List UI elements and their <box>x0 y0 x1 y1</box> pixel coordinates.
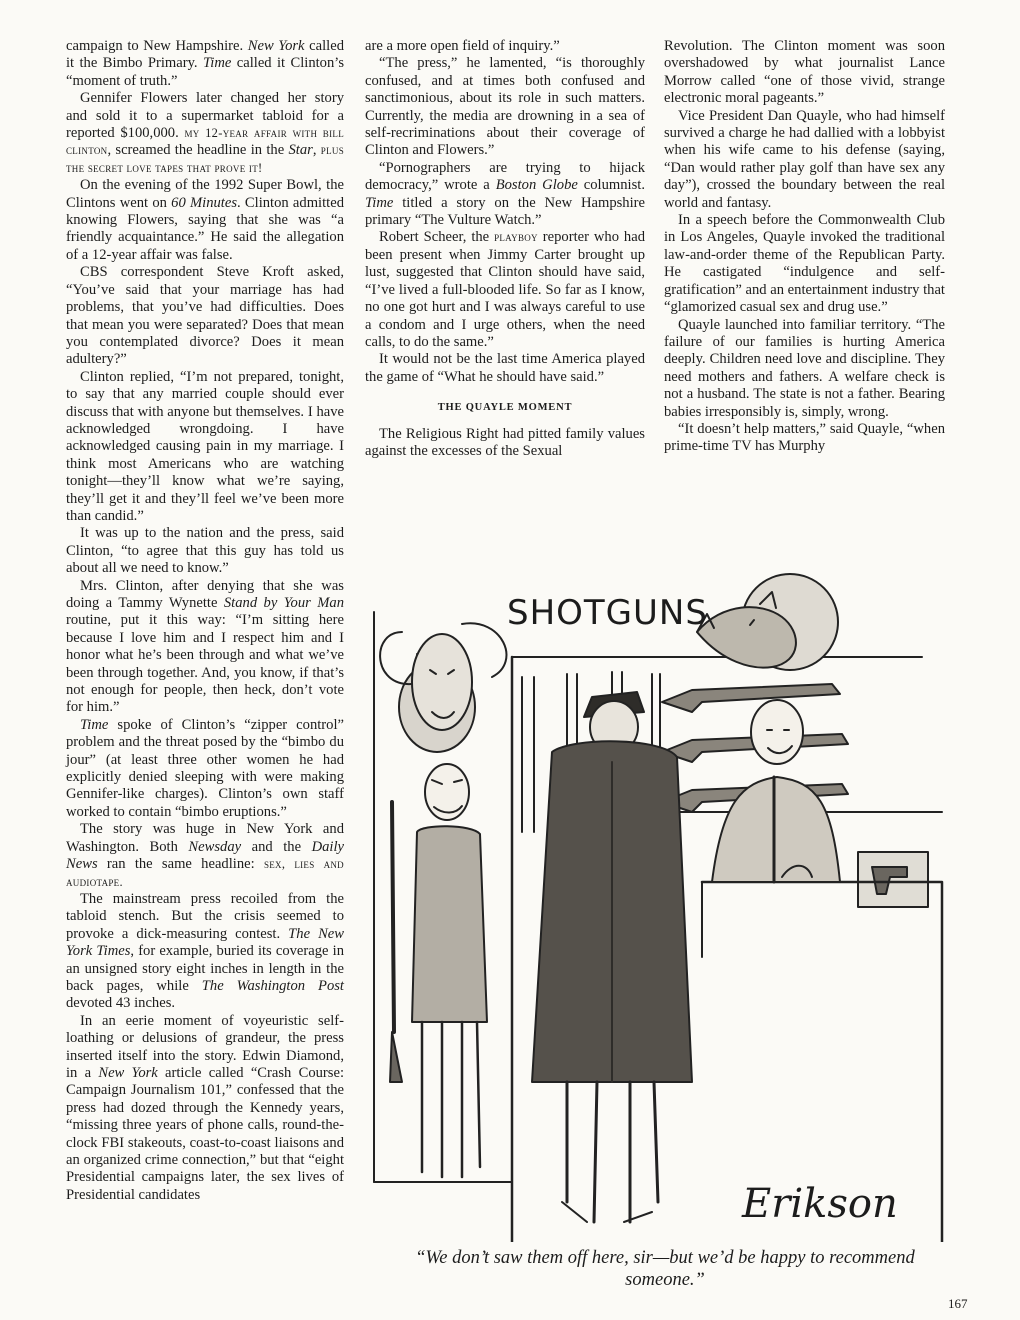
column-3 <box>664 38 945 456</box>
paragraph: It would not be the last time America played the game of “What he should have said.” <box>365 351 645 385</box>
paragraph: Robert Scheer, the playboy reporter who had been present when Jimmy Carter brought up lust, suggested that Clinton should have said, “I’ve lived a full-blooded life. So far as I know, no one got hurt and I was always careful to use a condom and I urge others, when the need calls, to do the same.” <box>365 229 645 350</box>
paragraph: Vice President Dan Quayle, who had himself survived a charge he had dallied with a lobbyist when his wife came to his defense (saying, “Dan would rather play golf than have sex any day”), crossed the boundary between the real world and fantasy. <box>664 107 945 211</box>
column-2-text-after-subhead <box>365 426 645 461</box>
paragraph: Quayle launched into familiar territory. “The failure of our families is hurting America deeply. Children need love and discipline. They need mothers and fathers. A welfare check is not a husband. The state is not a father. Bearing babies irresponsibly is, simply, wrong. <box>664 316 945 420</box>
cartoon-illustration <box>362 562 948 1242</box>
paragraph: It was up to the nation and the press, said Clinton, “to agree that this guy has told us about all we need to know.” <box>66 525 344 577</box>
paragraph: Revolution. The Clinton moment was soon overshadowed by what journalist Lance Morrow called “one of those vivid, strange electronic moral pageants.” <box>664 38 945 107</box>
customer-in-trench-coat <box>532 692 692 1222</box>
column-1 <box>66 38 344 1204</box>
paragraph: In a speech before the Commonwealth Club in Los Angeles, Quayle invoked the traditional law-and-order theme of the Republican Party. He castigated “indulgence and self-gratification” and an entertainment industry that “glamorized casual sex and drug use.” <box>664 212 945 316</box>
rhino-head-trophy <box>697 574 838 670</box>
paragraph: Clinton replied, “I’m not prepared, tonight, to say that any married couple should ever discuss that with anyone but themselves. I have acknowledged wrongdoing. I have acknowledged causing pain in my marriage. I think most Americans who are watching tonight—they’ll know what we’re saying, they’ll get it and they’ll feel we’ve been more than candid.” <box>66 368 344 524</box>
column-2 <box>365 38 645 460</box>
cartoon-caption: “We don’t saw them off here, sir—but we’d be happy to recommend someone.” <box>415 1248 915 1290</box>
paragraph: The story was huge in New York and Washington. Both Newsday and the Daily News ran the same headline: sex, lies and audiotape. <box>66 821 344 889</box>
pistol-display-case <box>858 852 928 907</box>
cartoonist-signature: Erikson <box>742 1181 898 1227</box>
paragraph: CBS correspondent Steve Kroft asked, “You’ve said that your marriage has had problems, that you’ve had difficulties. Does that mean you were separated? Does that mean you contemplated divorce? Does it mean adultery?” <box>66 264 344 368</box>
paragraph: Mrs. Clinton, after denying that she was doing a Tammy Wynette Stand by Your Man routine, put it this way: “I’m sitting here because I love him and I respect him and I honor what he’s been through and what we’ve been through together. And, you know, if that’s not enough for people, then heck, don’t vote for him.” <box>66 577 345 716</box>
shotguns-sign: SHOTGUNS <box>507 593 708 633</box>
ram-head-trophy <box>380 623 506 752</box>
paragraph: “The press,” he lamented, “is thoroughly confused, and at times both confused and sanctimonious, about its role in such matters. Currently, the media are drowning in a sea of self-recriminations about their coverage of Clinton and Flowers.” <box>365 55 645 159</box>
paragraph: are a more open field of inquiry.” <box>365 38 560 54</box>
paragraph: The Religious Right had pitted family values against the excesses of the Sexual <box>365 425 645 459</box>
paragraph: Gennifer Flowers later changed her story and sold it to a supermarket tabloid for a reported $100,000. my 12-year affair with bill clinton, screamed the headline in the Star, plus the secret love tapes that prove it! <box>66 90 345 175</box>
page-number: 167 <box>948 1296 968 1311</box>
paragraph: The mainstream press recoiled from the tabloid stench. But the crisis seemed to provoke a dick-measuring contest. The New York Times, for example, buried its coverage in an unsigned story eight inches in length in the back pages, while The Washington Post devoted 43 inches. <box>66 890 345 1012</box>
paragraph: “Pornographers are trying to hijack democracy,” wrote a Boston Globe columnist. Time titled a story on the New Hampshire primary “The Vulture Watch.” <box>365 159 645 229</box>
paragraph: Time spoke of Clinton’s “zipper control” problem and the threat posed by the “bimbo du jour” (at least three other women he had explicitly denied sleeping with were making Gennifer-like charges). Clinton’s own staff worked to contain “bimbo eruptions.” <box>66 716 344 820</box>
column-2-text <box>365 38 645 386</box>
paragraph: “It doesn’t help matters,” said Quayle, “when prime-time TV has Murphy <box>664 420 945 455</box>
paragraph: On the evening of the 1992 Super Bowl, the Clintons went on 60 Minutes. Clinton admitted knowing Flowers, saying that she was “a friendly acquaintance.” He said the allegation of a 12-year affair was false. <box>66 177 344 263</box>
paragraph: In an eerie moment of voyeuristic self-loathing or delusions of grandeur, the press inserted itself into the story. Edwin Diamond, in a New York article called “Crash Course: Campaign Journalism 101,” confessed that the press had dozed through the Kennedy years, “missing three years of phone calls, round-the-clock FBI stakeouts, coast-to-coast liaisons and an organized crime connection,” but that “eight Presidential campaigns later, the sex lives of Presidential candidates <box>66 1012 345 1203</box>
man-holding-rifle <box>390 764 487 1177</box>
subhead: THE QUAYLE MOMENT <box>437 402 573 414</box>
paragraph: campaign to New Hampshire. New York called it the Bimbo Primary. Time called it Clinton’s “moment of truth.” <box>66 38 345 89</box>
